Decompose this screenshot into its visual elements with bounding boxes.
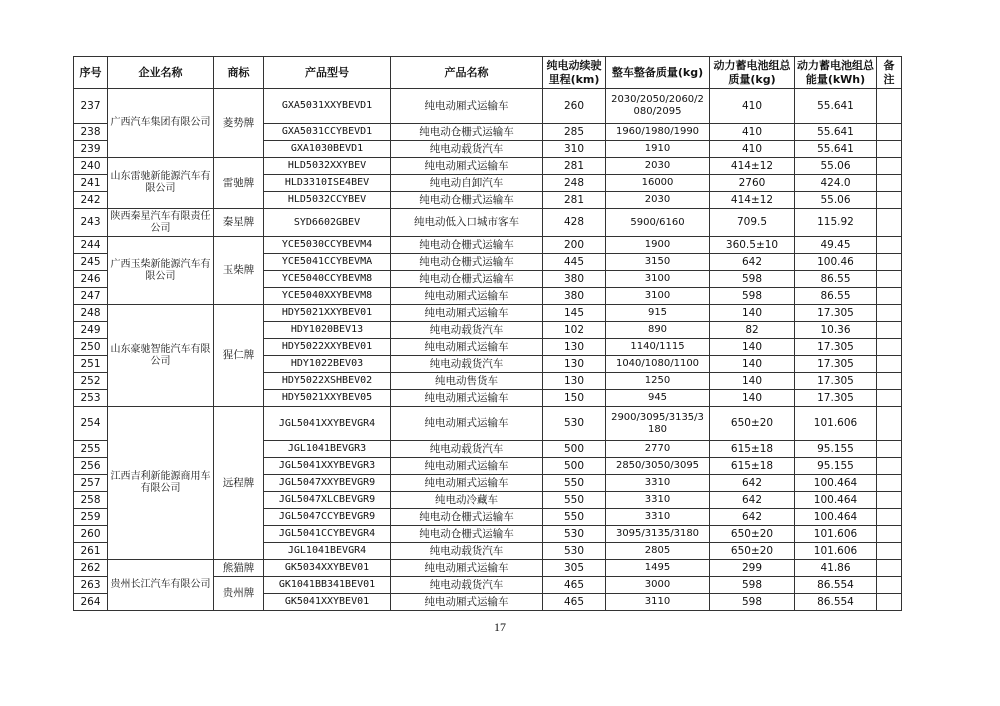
battery-energy: 95.155 [795, 458, 877, 475]
battery-energy: 100.46 [795, 254, 877, 271]
row-seq: 262 [74, 560, 108, 577]
range-km: 200 [543, 237, 606, 254]
range-km: 500 [543, 441, 606, 458]
product-name: 纯电动冷藏车 [391, 492, 543, 509]
brand-name: 贵州牌 [214, 577, 264, 611]
curb-mass: 1910 [606, 141, 710, 158]
battery-energy: 86.554 [795, 577, 877, 594]
table-row [74, 407, 902, 441]
battery-mass: 598 [710, 288, 795, 305]
battery-energy: 17.305 [795, 390, 877, 407]
company-name: 江西吉利新能源商用车有限公司 [108, 407, 214, 560]
battery-mass: 140 [710, 305, 795, 322]
row-seq: 249 [74, 322, 108, 339]
header-range: 纯电动续驶里程(km) [543, 57, 606, 89]
battery-energy: 17.305 [795, 305, 877, 322]
row-note [877, 475, 902, 492]
product-name: 纯电动载货汽车 [391, 577, 543, 594]
product-name: 纯电动载货汽车 [391, 356, 543, 373]
row-note [877, 209, 902, 237]
range-km: 530 [543, 526, 606, 543]
company-name: 广西汽车集团有限公司 [108, 89, 214, 158]
battery-mass: 140 [710, 356, 795, 373]
product-model: GK5034XXYBEV01 [264, 560, 391, 577]
curb-mass: 3095/3135/3180 [606, 526, 710, 543]
curb-mass: 1040/1080/1100 [606, 356, 710, 373]
battery-mass: 82 [710, 322, 795, 339]
range-km: 305 [543, 560, 606, 577]
range-km: 550 [543, 492, 606, 509]
battery-energy: 49.45 [795, 237, 877, 254]
row-note [877, 560, 902, 577]
row-note [877, 594, 902, 611]
battery-mass: 650±20 [710, 526, 795, 543]
battery-mass: 650±20 [710, 407, 795, 441]
product-name: 纯电动仓栅式运输车 [391, 254, 543, 271]
row-note [877, 158, 902, 175]
product-model: JGL1041BEVGR4 [264, 543, 391, 560]
product-model: JGL5041CCYBEVGR4 [264, 526, 391, 543]
brand-name: 玉柴牌 [214, 237, 264, 305]
row-seq: 246 [74, 271, 108, 288]
battery-energy: 115.92 [795, 209, 877, 237]
company-name: 广西玉柴新能源汽车有限公司 [108, 237, 214, 305]
brand-name: 秦星牌 [214, 209, 264, 237]
curb-mass: 2770 [606, 441, 710, 458]
row-seq: 242 [74, 192, 108, 209]
curb-mass: 3000 [606, 577, 710, 594]
battery-energy: 55.641 [795, 124, 877, 141]
row-seq: 261 [74, 543, 108, 560]
product-name: 纯电动仓栅式运输车 [391, 237, 543, 254]
row-note [877, 175, 902, 192]
range-km: 130 [543, 373, 606, 390]
product-name: 纯电动厢式运输车 [391, 458, 543, 475]
range-km: 285 [543, 124, 606, 141]
row-seq: 250 [74, 339, 108, 356]
battery-energy: 101.606 [795, 526, 877, 543]
row-seq: 237 [74, 89, 108, 124]
header-product-name: 产品名称 [391, 57, 543, 89]
curb-mass: 2805 [606, 543, 710, 560]
header-curb-mass: 整车整备质量(kg) [606, 57, 710, 89]
header-row [74, 57, 902, 89]
curb-mass: 945 [606, 390, 710, 407]
row-seq: 258 [74, 492, 108, 509]
product-model: JGL5047XXYBEVGR9 [264, 475, 391, 492]
range-km: 530 [543, 543, 606, 560]
product-model: HDY5022XXYBEV01 [264, 339, 391, 356]
row-note [877, 271, 902, 288]
curb-mass: 3310 [606, 475, 710, 492]
company-name: 山东雷驰新能源汽车有限公司 [108, 158, 214, 209]
range-km: 550 [543, 475, 606, 492]
battery-mass: 299 [710, 560, 795, 577]
product-name: 纯电动厢式运输车 [391, 560, 543, 577]
row-seq: 257 [74, 475, 108, 492]
range-km: 102 [543, 322, 606, 339]
table-row [74, 305, 902, 322]
battery-mass: 414±12 [710, 158, 795, 175]
product-name: 纯电动仓栅式运输车 [391, 509, 543, 526]
battery-energy: 10.36 [795, 322, 877, 339]
battery-mass: 2760 [710, 175, 795, 192]
brand-name: 远程牌 [214, 407, 264, 560]
row-seq: 256 [74, 458, 108, 475]
battery-energy: 17.305 [795, 356, 877, 373]
row-seq: 238 [74, 124, 108, 141]
range-km: 380 [543, 288, 606, 305]
product-model: GK5041XXYBEV01 [264, 594, 391, 611]
battery-mass: 598 [710, 594, 795, 611]
row-seq: 245 [74, 254, 108, 271]
range-km: 500 [543, 458, 606, 475]
row-note [877, 441, 902, 458]
product-name: 纯电动厢式运输车 [391, 339, 543, 356]
battery-mass: 642 [710, 492, 795, 509]
product-name: 纯电动载货汽车 [391, 322, 543, 339]
product-name: 纯电动厢式运输车 [391, 390, 543, 407]
product-model: JGL1041BEVGR3 [264, 441, 391, 458]
product-model: JGL5041XXYBEVGR3 [264, 458, 391, 475]
row-seq: 251 [74, 356, 108, 373]
battery-mass: 410 [710, 141, 795, 158]
battery-mass: 140 [710, 339, 795, 356]
battery-energy: 101.606 [795, 407, 877, 441]
product-model: JGL5047CCYBEVGR9 [264, 509, 391, 526]
product-model: HLD5032CCYBEV [264, 192, 391, 209]
product-model: SYD6602GBEV [264, 209, 391, 237]
curb-mass: 1495 [606, 560, 710, 577]
battery-mass: 598 [710, 577, 795, 594]
brand-name: 雷驰牌 [214, 158, 264, 209]
curb-mass: 16000 [606, 175, 710, 192]
table-row [74, 560, 902, 577]
range-km: 310 [543, 141, 606, 158]
header-note: 备注 [877, 57, 902, 89]
battery-mass: 410 [710, 89, 795, 124]
range-km: 130 [543, 356, 606, 373]
range-km: 281 [543, 158, 606, 175]
row-seq: 240 [74, 158, 108, 175]
curb-mass: 1900 [606, 237, 710, 254]
company-name: 山东豪驰智能汽车有限公司 [108, 305, 214, 407]
battery-energy: 55.641 [795, 89, 877, 124]
row-note [877, 124, 902, 141]
product-name: 纯电动厢式运输车 [391, 475, 543, 492]
row-note [877, 237, 902, 254]
battery-energy: 86.554 [795, 594, 877, 611]
range-km: 465 [543, 594, 606, 611]
header-brand: 商标 [214, 57, 264, 89]
product-model: HLD3310ISE4BEV [264, 175, 391, 192]
range-km: 530 [543, 407, 606, 441]
battery-mass: 414±12 [710, 192, 795, 209]
product-model: JGL5047XLCBEVGR9 [264, 492, 391, 509]
row-note [877, 356, 902, 373]
curb-mass: 3310 [606, 509, 710, 526]
curb-mass: 2030 [606, 158, 710, 175]
curb-mass: 1960/1980/1990 [606, 124, 710, 141]
product-model: HLD5032XXYBEV [264, 158, 391, 175]
curb-mass: 2900/3095/3135/3180 [606, 407, 710, 441]
product-name: 纯电动载货汽车 [391, 141, 543, 158]
row-seq: 247 [74, 288, 108, 305]
product-name: 纯电动载货汽车 [391, 441, 543, 458]
row-seq: 252 [74, 373, 108, 390]
header-model: 产品型号 [264, 57, 391, 89]
brand-name: 猩仁牌 [214, 305, 264, 407]
product-name: 纯电动低入口城市客车 [391, 209, 543, 237]
battery-energy: 55.06 [795, 158, 877, 175]
row-seq: 259 [74, 509, 108, 526]
row-note [877, 254, 902, 271]
range-km: 465 [543, 577, 606, 594]
curb-mass: 2030 [606, 192, 710, 209]
battery-mass: 709.5 [710, 209, 795, 237]
range-km: 428 [543, 209, 606, 237]
curb-mass: 3100 [606, 271, 710, 288]
product-name: 纯电动厢式运输车 [391, 407, 543, 441]
product-name: 纯电动厢式运输车 [391, 305, 543, 322]
product-name: 纯电动厢式运输车 [391, 594, 543, 611]
curb-mass: 3100 [606, 288, 710, 305]
range-km: 445 [543, 254, 606, 271]
curb-mass: 2030/2050/2060/2080/2095 [606, 89, 710, 124]
curb-mass: 1250 [606, 373, 710, 390]
row-seq: 244 [74, 237, 108, 254]
row-note [877, 322, 902, 339]
row-note [877, 305, 902, 322]
row-note [877, 407, 902, 441]
product-name: 纯电动仓栅式运输车 [391, 192, 543, 209]
curb-mass: 1140/1115 [606, 339, 710, 356]
battery-mass: 615±18 [710, 458, 795, 475]
battery-energy: 101.606 [795, 543, 877, 560]
header-battery-energy: 动力蓄电池组总能量(kWh) [795, 57, 877, 89]
battery-energy: 100.464 [795, 509, 877, 526]
product-model: JGL5041XXYBEVGR4 [264, 407, 391, 441]
product-name: 纯电动仓栅式运输车 [391, 124, 543, 141]
battery-energy: 41.86 [795, 560, 877, 577]
page-number: 17 [494, 620, 506, 634]
product-model: HDY5021XXYBEV01 [264, 305, 391, 322]
battery-mass: 140 [710, 373, 795, 390]
product-model: GK1041BB341BEV01 [264, 577, 391, 594]
row-note [877, 192, 902, 209]
battery-mass: 410 [710, 124, 795, 141]
battery-mass: 598 [710, 271, 795, 288]
range-km: 281 [543, 192, 606, 209]
curb-mass: 3310 [606, 492, 710, 509]
header-company: 企业名称 [108, 57, 214, 89]
row-seq: 264 [74, 594, 108, 611]
battery-energy: 100.464 [795, 475, 877, 492]
battery-energy: 424.0 [795, 175, 877, 192]
battery-mass: 140 [710, 390, 795, 407]
product-name: 纯电动自卸汽车 [391, 175, 543, 192]
product-model: HDY1020BEV13 [264, 322, 391, 339]
product-model: HDY1022BEV03 [264, 356, 391, 373]
product-name: 纯电动仓栅式运输车 [391, 271, 543, 288]
row-note [877, 577, 902, 594]
product-name: 纯电动厢式运输车 [391, 89, 543, 124]
product-name: 纯电动载货汽车 [391, 543, 543, 560]
range-km: 380 [543, 271, 606, 288]
product-name: 纯电动售货车 [391, 373, 543, 390]
product-name: 纯电动厢式运输车 [391, 288, 543, 305]
product-model: GXA1030BEVD1 [264, 141, 391, 158]
company-name: 贵州长江汽车有限公司 [108, 560, 214, 611]
curb-mass: 2850/3050/3095 [606, 458, 710, 475]
header-seq: 序号 [74, 57, 108, 89]
brand-name: 菱势牌 [214, 89, 264, 158]
range-km: 130 [543, 339, 606, 356]
battery-mass: 650±20 [710, 543, 795, 560]
row-seq: 253 [74, 390, 108, 407]
table-row [74, 237, 902, 254]
battery-energy: 55.06 [795, 192, 877, 209]
row-seq: 241 [74, 175, 108, 192]
row-note [877, 141, 902, 158]
curb-mass: 5900/6160 [606, 209, 710, 237]
row-seq: 255 [74, 441, 108, 458]
battery-energy: 86.55 [795, 271, 877, 288]
product-model: YCE5041CCYBEVMA [264, 254, 391, 271]
brand-name: 熊猫牌 [214, 560, 264, 577]
row-note [877, 288, 902, 305]
product-model: YCE5040XXYBEVM8 [264, 288, 391, 305]
row-note [877, 458, 902, 475]
row-seq: 243 [74, 209, 108, 237]
battery-mass: 642 [710, 475, 795, 492]
row-seq: 254 [74, 407, 108, 441]
row-seq: 239 [74, 141, 108, 158]
vehicle-catalog-table [73, 56, 902, 611]
product-name: 纯电动仓栅式运输车 [391, 526, 543, 543]
range-km: 550 [543, 509, 606, 526]
battery-energy: 95.155 [795, 441, 877, 458]
battery-mass: 642 [710, 254, 795, 271]
product-model: HDY5021XXYBEV05 [264, 390, 391, 407]
battery-energy: 17.305 [795, 373, 877, 390]
row-seq: 248 [74, 305, 108, 322]
row-note [877, 89, 902, 124]
battery-mass: 360.5±10 [710, 237, 795, 254]
table-row [74, 209, 902, 237]
curb-mass: 915 [606, 305, 710, 322]
product-model: YCE5030CCYBEVM4 [264, 237, 391, 254]
row-note [877, 492, 902, 509]
battery-mass: 642 [710, 509, 795, 526]
row-note [877, 390, 902, 407]
range-km: 248 [543, 175, 606, 192]
range-km: 145 [543, 305, 606, 322]
table-row [74, 89, 902, 124]
product-model: GXA5031CCYBEVD1 [264, 124, 391, 141]
row-seq: 260 [74, 526, 108, 543]
table-row [74, 158, 902, 175]
row-note [877, 526, 902, 543]
battery-energy: 17.305 [795, 339, 877, 356]
product-model: YCE5040CCYBEVM8 [264, 271, 391, 288]
product-model: HDY5022XSHBEV02 [264, 373, 391, 390]
curb-mass: 3150 [606, 254, 710, 271]
row-note [877, 339, 902, 356]
battery-energy: 55.641 [795, 141, 877, 158]
battery-energy: 100.464 [795, 492, 877, 509]
row-note [877, 373, 902, 390]
range-km: 260 [543, 89, 606, 124]
battery-energy: 86.55 [795, 288, 877, 305]
row-note [877, 509, 902, 526]
product-name: 纯电动厢式运输车 [391, 158, 543, 175]
header-battery-mass: 动力蓄电池组总质量(kg) [710, 57, 795, 89]
company-name: 陕西秦星汽车有限责任公司 [108, 209, 214, 237]
table-body [74, 89, 902, 611]
range-km: 150 [543, 390, 606, 407]
battery-mass: 615±18 [710, 441, 795, 458]
row-seq: 263 [74, 577, 108, 594]
product-model: GXA5031XXYBEVD1 [264, 89, 391, 124]
row-note [877, 543, 902, 560]
curb-mass: 890 [606, 322, 710, 339]
curb-mass: 3110 [606, 594, 710, 611]
